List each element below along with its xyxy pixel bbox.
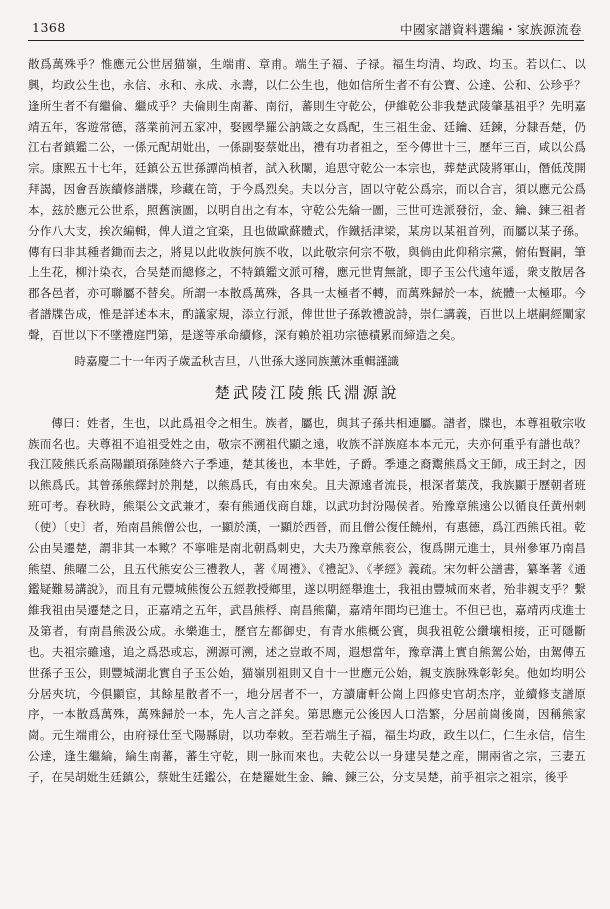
- section-title: 楚武陵江陵熊氏淵源說: [214, 383, 400, 402]
- running-title: 中國家譜資料選編・家族源流卷: [399, 22, 582, 37]
- continued-paragraph: 散爲萬殊乎？惟應元公世居猫嶺，生端甫、章甫。端生子福、子禄。福生均清、均政、均玉。若以仁、以興，均政公生也，永信、永和、永成、永壽，以仁公生也，他如信所生者不有公寶、公達、公和、公珍乎？逢所生者不有繼倫、繼成乎？夫倫則生南蕃、南衍，蕃則生守乾公，伊維乾公非我楚武陵肇基祖乎？先明嘉靖五年，客遊常德，落業前河五家冲，娶國學羅公訥箴之女爲配，生三祖生金、廷鑰、廷鍊，分隸吾楚，仍江右者鎮鑑二公，一係元配胡妣出，一係副娶蔡妣出，禮有功者祖之，至今傳世十三，歷年三百，咸以公爲宗。康熙五十七年，廷鎮公五世孫譚尚楨者，試入秋闈，追思守乾公一本宗也，葬楚武陵將軍山，僭低茂開拜謁，因會吾族續修譜牒，珍藏在笥，于今爲烈矣。夫以分言，固以守乾公爲宗，而以合言，須以應元公爲本，玆於應元公世系，照舊演圖，以明自出之有本，守乾公先綸一圖，三世可迭派發衍，金、鑰、鍊三祖者分作八大支，挨次編輯，俾人道之宜楽，且也做歐蘇體式，作鐵括津梁，某房以某祖首列，而屬以某子孫。傳有曰非其種者鋤而去之，將見以此收族何族不收，以此敬宗何宗不敬，與倘由此仰稍宗黨，俯佑賢嗣，筆上生花，柳汁染衣，合吴楚而總修之，不特鎮鑑文派可稽，應元世胄無訛，即子玉公代遠年遥，衆支散居各郡各邑者，亦可聯屬不替矣。所謂一本散爲萬殊，各具一太極者不轉，而萬殊歸於一本，統體一太極耶。今者譜牒告成，惟是詳述本末，酌議家規，添立行派，俾世世子孫敦禮說詩，崇仁講義，百世以上堪嗣經闡家聲，百世以下不墜禮庭門第，是遂等承命續修，深有賴於祖功宗德積累而締造之矣。: [28, 57, 586, 342]
- section-paragraph: 傳曰：姓者，生也，以此爲祖令之相生。族者，屬也，與其子孫共相連屬。譜者，牒也，本尊祖敬宗收族而名也。夫尊祖不追祖受姓之由，敬宗不溯祖代顯之遠，收族不詳族庭本本元元，夫亦何重乎有譜也哉？我江陵熊氏系高陽顓頊孫陸終六子季連，楚其後也，本芈姓，子爵。季連之裔鬻熊爲文王師，成王封之，因以熊爲氏。其曾孫熊繹封於荆楚，以熊爲氏，有由來矣。且夫源遠者流長，根深者葉茂，我族顯于歷朝者班班可考。春秋時，熊渠公文武兼才，秦有熊通伐商自雄，以武功封汾陽侯者。殆豫章熊遠公以循良任黄州刺（使）〔史〕者，殆南昌熊僧公也，一顯於漢，一顯於西晉，而且僧公復任饒州，有惠德，爲江西熊氏祖。乾公由吴遷楚，謂非其一本歟？不寧唯是南北朝爲刺史，大夫乃豫章熊衮公，復爲開元進士，貝州參軍乃南昌熊望、熊曜二公，且五代熊安公三禮教人，著《周禮》、《禮記》、《孝經》義疏。宋勿軒公譜書，纂峯著《通鑑疑難易講說》，而且有元豐城熊復公五經教授鄉里，遂以明經舉進士，我祖由豐城而來者，殆非親支乎？繫維我祖由吴遷楚之日，正嘉靖之五年，武昌熊桴、南昌熊蘭，嘉靖年間均已進士。不但已也，嘉靖丙戌進士及第者，有南昌熊汲公成。永樂進士，歷官左都御史，有青水熊概公賓，與我祖乾公纘壤相接，正可隱斷也。夫祖宗雖遠，追之爲恐或忘，溯源可溯，述之豈敢不周，遐想當年，豫章溝上實自熊駕公始，由駕傳五世孫子玉公，則豐城湖北實自子玉公始，猫嶺別祖則又自十一世應元公始，親支族脉殊彰彰矣。他如均明公分居夾坑，今俱顯宦，其餘星散者不一，地分居者不一，方讀庸軒公崗上四修史官胡杰序，並續修支譜原序，一本散爲萬殊，萬殊歸於一本，先人言之詳矣。第思應元公後因人口浩繁，分居前崗後崗，因稱熊家崗。元生端甫公，由府禄仕至弋陽縣尉，以功奉敕。至若端生子福，福生均政，政生以仁，仁生永信，信生公達，逢生繼綸，綸生南蕃，蕃生守乾，則一脉而來也。夫乾公以一身建吴楚之産，開兩省之宗，三妻五子，在吴胡妣生廷鎮公，蔡妣生廷鑑公，在楚羅妣生金、鑰、鍊三公，分支吴楚，前乎祖宗之祖宗，後乎: [28, 415, 586, 784]
- page-number: 1368: [32, 20, 66, 35]
- signature-line: 時嘉慶二十一年丙子歲孟秋吉旦，八世孫大遂同族薰沐重輯謹識: [74, 353, 400, 368]
- main-text: [28, 54, 586, 788]
- page-header: [28, 18, 584, 41]
